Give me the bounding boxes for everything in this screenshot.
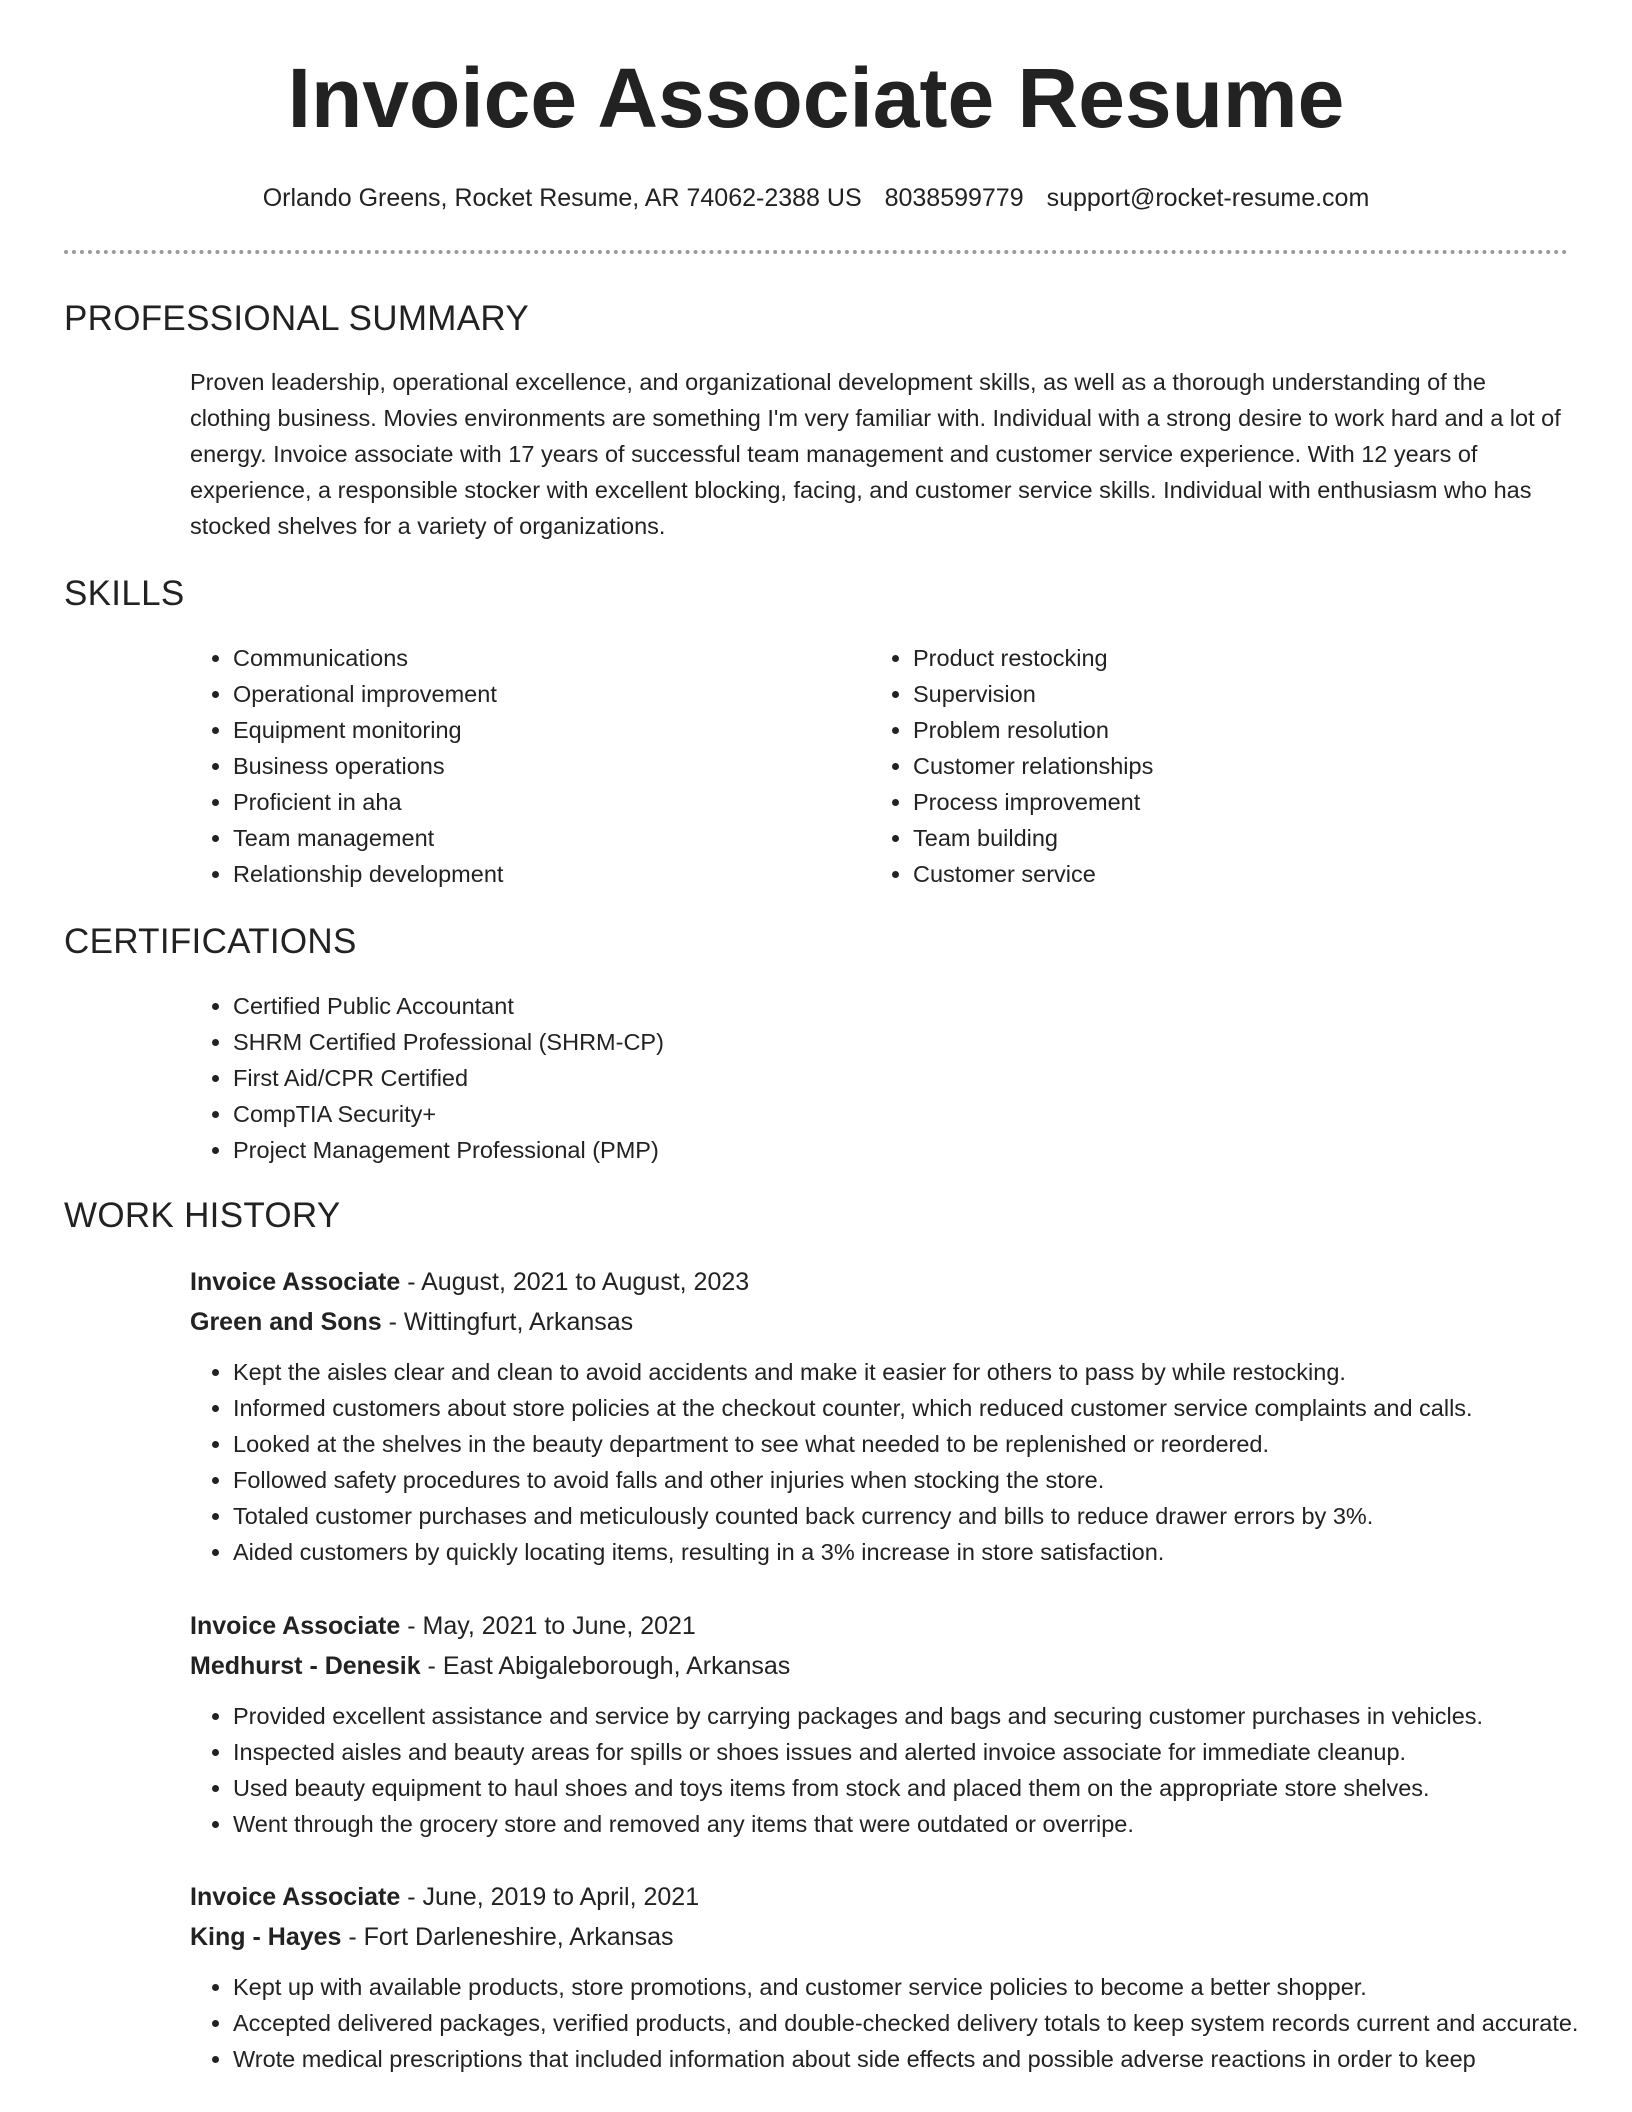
list-item: • Aided customers by quickly locating items, resulting in a 3% increase in store satisfaction.	[233, 1534, 1590, 1570]
job-duties-list	[190, 1354, 1590, 1570]
summary-heading: PROFESSIONAL SUMMARY	[64, 299, 529, 338]
job-title-line	[190, 1877, 1590, 1917]
job-location: - East Abigaleborough, Arkansas	[420, 1652, 791, 1680]
job-company: King - Hayes	[190, 1923, 342, 1951]
job-company-line	[190, 1646, 1590, 1686]
job-location: - Wittingfurt, Arkansas	[381, 1308, 634, 1336]
contact-address: Orlando Greens, Rocket Resume, AR 74062-2388 US	[262, 184, 862, 212]
list-item: • Operational improvement	[233, 676, 830, 712]
job-title: Invoice Associate	[190, 1268, 401, 1296]
contact-line	[0, 180, 1632, 216]
list-item: • Looked at the shelves in the beauty department to see what needed to be replenished or reordered.	[233, 1426, 1590, 1462]
certifications-list	[190, 988, 1090, 1168]
resume-title: Invoice Associate Resume	[287, 51, 1345, 145]
list-item: • Kept the aisles clear and clean to avoid accidents and make it easier for others to pass by while restocking.	[233, 1354, 1590, 1390]
job-entry	[190, 1262, 1590, 1570]
list-item: • Business operations	[233, 748, 830, 784]
job-dates: - May, 2021 to June, 2021	[400, 1612, 696, 1640]
list-item: • Certified Public Accountant	[233, 988, 1090, 1024]
list-item: • Followed safety procedures to avoid falls and other injuries when stocking the store.	[233, 1462, 1590, 1498]
skills-column-right	[870, 640, 1510, 892]
job-entry	[190, 1606, 1590, 1842]
job-entry	[190, 1877, 1590, 2077]
job-title: Invoice Associate	[190, 1883, 401, 1911]
job-duties-list	[190, 1969, 1590, 2077]
list-item: • Team management	[233, 820, 830, 856]
list-item: • Went through the grocery store and removed any items that were outdated or overripe.	[233, 1806, 1590, 1842]
list-item: • Customer service	[913, 856, 1510, 892]
header-divider	[64, 250, 1568, 254]
skills-list-left	[190, 640, 830, 892]
list-item: • Customer relationships	[913, 748, 1510, 784]
contact-email: support@rocket-resume.com	[1046, 184, 1370, 212]
list-item: • Communications	[233, 640, 830, 676]
contact-phone: 8038599779	[884, 184, 1024, 212]
skills-heading: SKILLS	[64, 574, 185, 613]
list-item: • Project Management Professional (PMP)	[233, 1132, 1090, 1168]
list-item: • Kept up with available products, store promotions, and customer service policies to become a better shopper.	[233, 1969, 1590, 2005]
list-item: • First Aid/CPR Certified	[233, 1060, 1090, 1096]
skills-column-left	[190, 640, 830, 892]
list-item: • Totaled customer purchases and meticulously counted back currency and bills to reduce drawer errors by 3%.	[233, 1498, 1590, 1534]
job-company-line	[190, 1302, 1590, 1342]
list-item: • SHRM Certified Professional (SHRM-CP)	[233, 1024, 1090, 1060]
certifications-block	[190, 988, 1090, 1168]
job-location: - Fort Darleneshire, Arkansas	[341, 1923, 674, 1951]
list-item: • Informed customers about store policies at the checkout counter, which reduced customer service complaints and calls.	[233, 1390, 1590, 1426]
list-item: • Product restocking	[913, 640, 1510, 676]
job-dates: - August, 2021 to August, 2023	[400, 1268, 750, 1296]
job-company-line	[190, 1917, 1590, 1957]
job-title-line	[190, 1262, 1590, 1302]
list-item: • Proficient in aha	[233, 784, 830, 820]
list-item: • Process improvement	[913, 784, 1510, 820]
certifications-heading: CERTIFICATIONS	[64, 922, 357, 961]
job-dates: - June, 2019 to April, 2021	[400, 1883, 700, 1911]
job-duties-list	[190, 1698, 1590, 1842]
job-title-line	[190, 1606, 1590, 1646]
list-item: • Supervision	[913, 676, 1510, 712]
job-title: Invoice Associate	[190, 1612, 401, 1640]
job-company: Medhurst - Denesik	[190, 1652, 421, 1680]
list-item: • Equipment monitoring	[233, 712, 830, 748]
list-item: • Problem resolution	[913, 712, 1510, 748]
job-company: Green and Sons	[190, 1308, 382, 1336]
list-item: • Team building	[913, 820, 1510, 856]
list-item: • Wrote medical prescriptions that included information about side effects and possible adverse reactions in order to keep	[233, 2041, 1590, 2077]
work-history-heading: WORK HISTORY	[64, 1196, 341, 1235]
list-item: • Accepted delivered packages, verified products, and double-checked delivery totals to keep system records current and accurate.	[233, 2005, 1590, 2041]
list-item: • Provided excellent assistance and service by carrying packages and bags and securing customer purchases in vehicles.	[233, 1698, 1590, 1734]
summary-text: Proven leadership, operational excellence, and organizational development skills, as well as a thorough understanding of the clothing business. Movies environments are something I'm very familiar with. Individual with a strong desire to work hard and a lot of energy. Invoice associate with 17 years of successful team management and customer service experience. With 12 years of experience, a responsible stocker with excellent blocking, facing, and customer service skills. Individual with enthusiasm who has stocked shelves for a variety of organizations.	[190, 369, 1561, 539]
list-item: • CompTIA Security+	[233, 1096, 1090, 1132]
list-item: • Relationship development	[233, 856, 830, 892]
list-item: • Used beauty equipment to haul shoes and toys items from stock and placed them on the appropriate store shelves.	[233, 1770, 1590, 1806]
list-item: • Inspected aisles and beauty areas for spills or shoes issues and alerted invoice associate for immediate cleanup.	[233, 1734, 1590, 1770]
skills-list-right	[870, 640, 1510, 892]
